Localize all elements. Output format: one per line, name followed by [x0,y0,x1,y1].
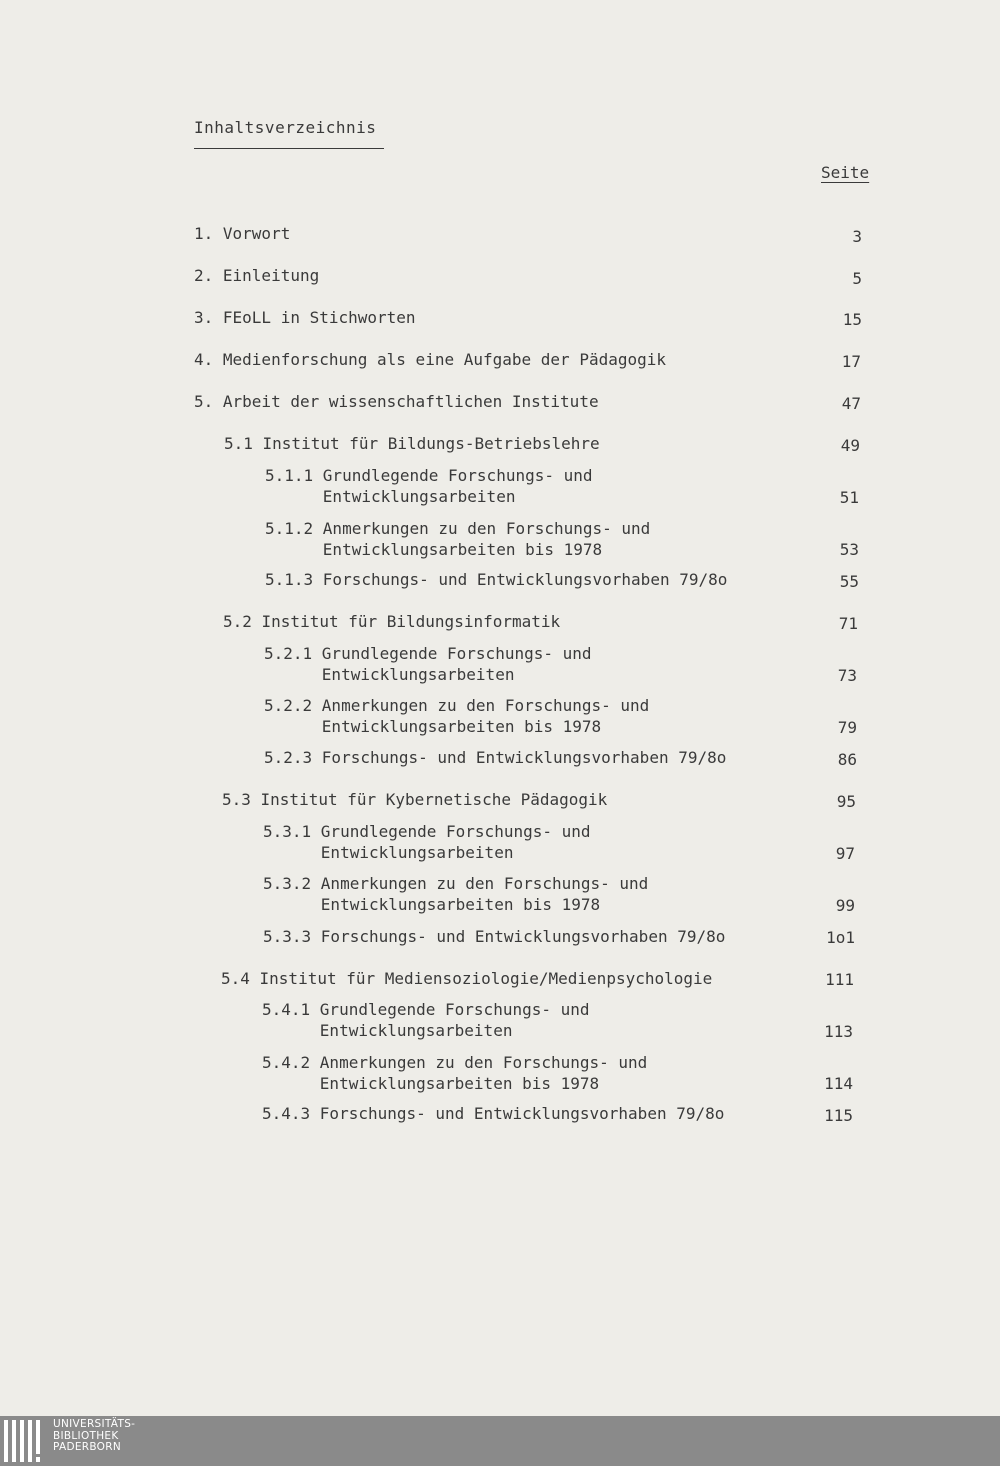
toc-entry-label: 4. Medienforschung als eine Aufgabe der Pädagogik [194,350,667,369]
toc-entry-page: 5 [852,269,862,288]
toc-entry-label: 2. Einleitung [194,266,320,285]
toc-entry-label: 5.4.2 Anmerkungen zu den Forschungs- und Entwicklungsarbeiten bis 1978 [262,1053,648,1093]
toc-entry-page: 97 [835,844,855,863]
library-footer [0,1416,1000,1466]
page-column-header: Seite [821,163,870,182]
toc-entry-label: 5.3.3 Forschungs- und Entwicklungsvorhaben 79/8o [263,927,726,946]
toc-entry-label: 3. FEoLL in Stichworten [194,308,416,327]
toc-title: Inhaltsverzeichnis [194,118,377,137]
toc-entry-page: 71 [838,614,858,633]
toc-entry-page: 51 [839,488,859,507]
toc-entry-label: 5.1.1 Grundlegende Forschungs- und Entwicklungsarbeiten [265,466,593,506]
toc-entry-page: 99 [835,896,855,915]
toc-entry-label: 5.1.2 Anmerkungen zu den Forschungs- und Entwicklungsarbeiten bis 1978 [265,519,651,559]
toc-entry-page: 113 [824,1022,853,1041]
toc-entry-page: 55 [839,572,859,591]
library-name-line: BIBLIOTHEK [53,1429,119,1442]
library-name [53,1419,135,1454]
toc-entry-label: 1. Vorwort [194,224,291,243]
toc-entry-page: 1o1 [826,928,855,947]
toc-entry-page: 17 [841,352,861,371]
toc-entry-page: 79 [837,718,857,737]
toc-entry-page: 86 [837,750,857,769]
toc-entry-page: 73 [837,666,857,685]
toc-entry-label: 5. Arbeit der wissenschaftlichen Institute [194,392,599,411]
toc-entry-page: 114 [824,1074,853,1093]
toc-entry-label: 5.4.1 Grundlegende Forschungs- und Entwicklungsarbeiten [262,1000,590,1040]
toc-entry-page: 49 [840,436,860,455]
toc-entry-page: 111 [825,970,854,989]
library-name-line: PADERBORN [53,1441,121,1453]
toc-entry-label: 5.4 Institut für Mediensoziologie/Medienpsychologie [221,969,713,988]
toc-entry-label: 5.3.2 Anmerkungen zu den Forschungs- und Entwicklungsarbeiten bis 1978 [263,874,649,914]
toc-entry-page: 95 [836,792,856,811]
toc-entry-label: 5.3.1 Grundlegende Forschungs- und Entwicklungsarbeiten [263,822,591,862]
toc-entry-label: 5.2.2 Anmerkungen zu den Forschungs- und Entwicklungsarbeiten bis 1978 [264,696,650,736]
toc-entry-page: 53 [839,540,859,559]
toc-entry-label: 5.4.3 Forschungs- und Entwicklungsvorhaben 79/8o [262,1104,725,1123]
toc-entry-page: 15 [842,310,862,329]
toc-entry-label: 5.2.3 Forschungs- und Entwicklungsvorhaben 79/8o [264,748,727,767]
toc-entry-label: 5.2 Institut für Bildungsinformatik [223,612,561,631]
library-logo-icon [4,1420,46,1462]
toc-entry-page: 3 [852,227,862,246]
toc-entry-label: 5.1.3 Forschungs- und Entwicklungsvorhaben 79/8o [265,570,728,589]
toc-entry-page: 47 [841,394,861,413]
toc-entry-page: 115 [824,1106,853,1125]
title-underline [194,148,384,149]
toc-entry-label: 5.3 Institut für Kybernetische Pädagogik [222,790,608,809]
library-name-line: UNIVERSITÄTS- [53,1418,136,1430]
toc-entry-label: 5.2.1 Grundlegende Forschungs- und Entwicklungsarbeiten [264,644,592,684]
toc-entry-label: 5.1 Institut für Bildungs-Betriebslehre [224,434,600,453]
